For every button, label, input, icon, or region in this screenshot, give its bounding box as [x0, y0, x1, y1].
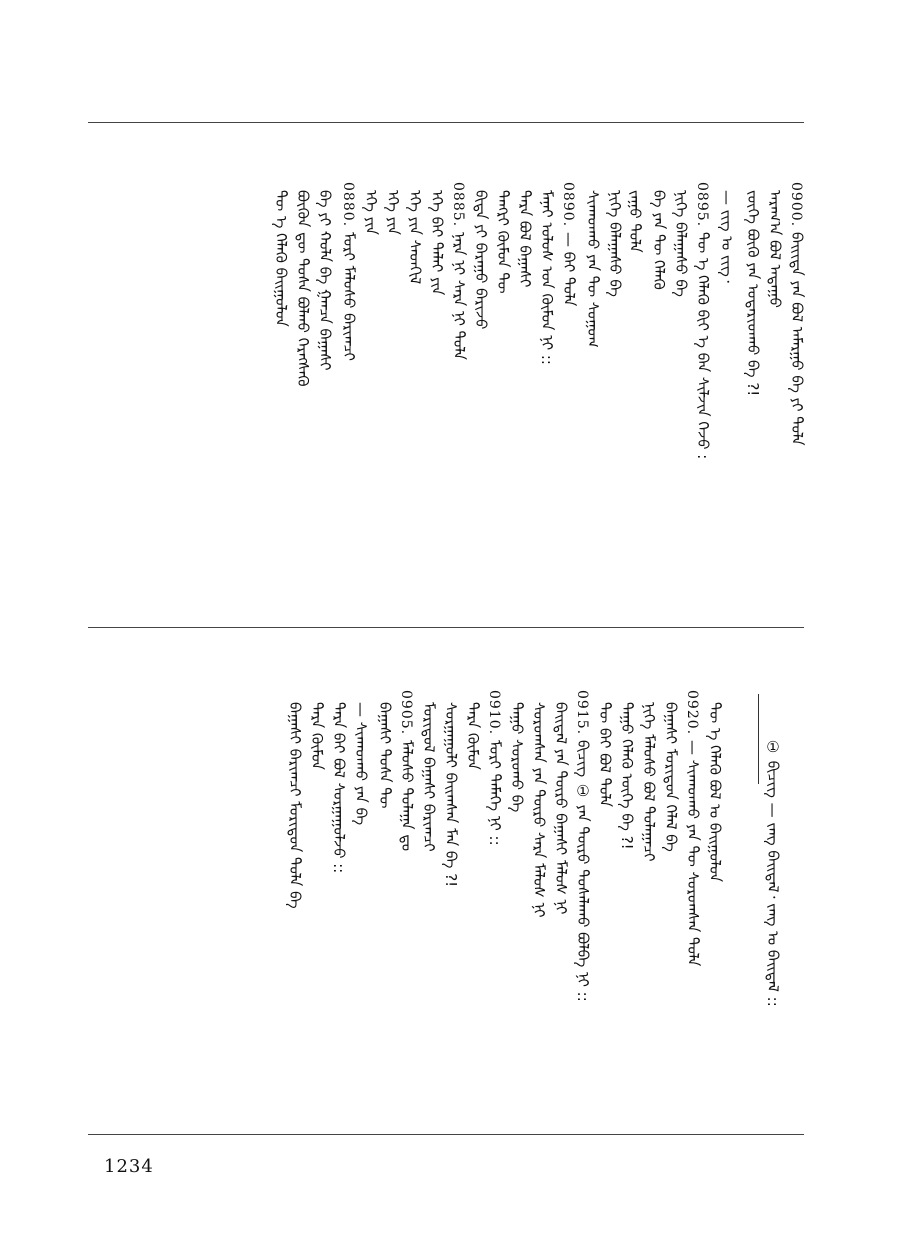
page-number: 1234: [104, 1156, 154, 1177]
text-line: ᠵᠠᠭᠤ ᠲᠤᠯᠠ: [626, 190, 644, 253]
text-line: ᠡᠬᠡ ᠶᠢᠨ: [362, 190, 380, 235]
text-line: ᠲᠡᠷᠡ ᠬᠦᠮᠦᠨ: [308, 702, 326, 770]
text-line: ᠲᠦ ᠡ ᠬᠡᠯᠡᠬᠦ ᠪᠢᠢ ᠡ ᠪᠠᠨ ᠰᠢᠯᠵᠢᠨ ᠭᠡᠵᠦ :: [694, 232, 712, 460]
text-line: ᠰᠤᠷᠭᠠᠭᠤᠯᠢ ᠪᠠᠢᠭᠰᠠᠨ ᠮᠠᠨ ᠪᠠ ?!: [442, 702, 460, 888]
line-number: 0885.: [450, 182, 466, 228]
text-line: ᠲᠦ ᠪᠠᠢ ᠪᠣᠯ ᠲᠤᠯᠠ: [596, 702, 614, 808]
text-line: ᠡᠬᠡ ᠪᠠᠢ ᠳᠠᠯᠠᠢ ᠶᠢᠨ: [428, 190, 446, 296]
text-line: ᠲᠦ ᠡ ᠬᠡᠯᠡᠬᠦ ᠪᠠᠢᠭᠤᠯᠤᠨ: [272, 190, 290, 327]
top-rule: [88, 122, 804, 123]
footnote: ① ᠪᠢᠴᠢᠭ — ᠵᠠᠩ ᠪᠠᠢᠳᠠᠯ᠂ ᠵᠠᠩ ᠤ ᠪᠠᠢᠳᠠᠯ ::: [764, 738, 782, 1007]
line-number: 0880.: [340, 182, 356, 228]
lower-text-block: [0, 690, 899, 1120]
text-line: ᠪᠠᠭᠠᠰᠢ ᠪᠠᠷᠢᠭᠴᠢ ᠮᠣᠷᠢᠳᠤᠨ ᠲᠤᠯᠠ ᠪᠠ: [286, 702, 304, 909]
text-line: ᠨᠢᠭᠡ ᠪᠠᠯᠠᠭᠠᠰᠤ ᠪᠠ: [672, 190, 690, 297]
text-line: ᠪᠠ ᠶᠠᠨ ᠲᠦ ᠬᠡᠯᠡᠬᠦ: [650, 190, 668, 290]
text-line: ᠰᠤᠷᠤᠭᠰᠠᠨ ᠶᠠᠨ ᠲᠦᠷᠦ ᠰᠠᠷᠠ ᠮᠠᠯᠤᠰ ᠨᠢ: [530, 702, 548, 918]
text-line: ᠳᠠᠭᠤ ᠬᠡᠯᠡᠬᠦ ᠦᠭᠡ ᠪᠠ ?!: [618, 702, 636, 850]
text-line: ᠲᠡᠷᠡ ᠪᠣᠯ ᠪᠠᠭᠠᠰᠢ: [516, 190, 534, 288]
text-line: ᠲᠡᠷᠡ ᠬᠦᠮᠦᠨ: [464, 702, 482, 770]
text-line: ᠪᠢᠳᠡ ᠶᠢ ᠪᠠᠷᠠᠭᠤ ᠪᠠᠷᠢᠵᠤ: [472, 190, 490, 330]
text-line: — ᠰᠢᠬᠠᠳᠬᠤ ᠶᠠᠨ ᠪᠠ: [352, 702, 370, 826]
text-line: ᠪᠠ ᠶᠢ ᠬᠣᠯᠠ ᠪᠠ ᠭᠠᠨᠴᠠ ᠪᠠᠭᠠᠰᠢ: [316, 190, 334, 371]
text-line: ᠨᠠᠷᠠ ᠨᠢ ᠰᠠᠷᠠ ᠨᠢ ᠲᠤᠯᠠ: [450, 232, 468, 360]
text-line: ᠪᠠᠢᠢᠲᠠ ᠶᠠᠨ ᠪᠣᠯ ᠠᠮᠠᠷᠭᠤ ᠪᠠ ᠶᠢ ᠲᠤᠯᠠ: [788, 232, 806, 446]
text-line: ᠪᠢᠴᠢᠭ ① ᠶᠠᠨ ᠲᠦᠷᠦ ᠲᠤᠰᠠᠯᠠᠬᠤ ᠪᠣᠯᠪᠠ ᠨᠢ ::: [574, 740, 592, 1002]
text-line: ᠪᠠᠭᠠᠰᠢ ᠮᠣᠷᠢᠳᠤᠨ ᠬᠡᠯᠡᠯ ᠪᠠ: [662, 702, 680, 852]
text-line: ᠡᠬᠡ ᠶᠢᠨ: [384, 190, 402, 235]
text-line: ᠪᠠᠭᠠᠰᠢ ᠲᠤᠰᠠ ᠲᠦ: [376, 702, 394, 809]
middle-rule: [88, 627, 804, 628]
text-line: ᠮᠠᠯᠤᠰᠤ ᠲᠤᠯᠠᠭᠠ ᠳᠤ: [398, 740, 416, 852]
text-line: ᠨᠢᠭᠡ ᠮᠠᠯᠤᠰᠤ ᠪᠣᠯ ᠲᠤᠯᠠᠭᠠᠴᠢ: [640, 702, 658, 862]
text-line: — ᠵᠢᠭ ᠤ ᠵᠢᠭ᠂: [718, 190, 736, 283]
text-line: ᠮᠣᠷᠢ ᠮᠠᠯᠤᠰᠤ ᠪᠠᠷᠢᠭᠴᠢ: [340, 232, 358, 361]
text-line: — ᠪᠠᠢ ᠲᠤᠯᠠ: [560, 232, 578, 307]
text-line: ᠪᠦᠬᠦᠨ ᠳᠦ ᠲᠤᠰᠠ ᠪᠣᠯᠬᠤ ᠬᠡᠷᠡᠭᠰᠡᠬᠦ: [294, 190, 312, 387]
text-line: ᠲᠦ ᠡ ᠬᠡᠯᠡᠬᠦ ᠪᠣᠯ ᠤ ᠪᠠᠢᠭᠤᠯᠤᠨ: [706, 702, 724, 883]
text-line: ᠵᠦᠭᠡ ᠪᠦᠬᠦ ᠶᠠᠨ ᠤᠳᠠᠷᠢᠳᠬᠤ ᠪᠠ ?!: [744, 190, 762, 397]
text-line: ᠳᠠᠭᠤ ᠰᠤᠷᠤᠬᠤ ᠪᠠ: [508, 702, 526, 813]
line-number: 0905.: [398, 690, 414, 736]
text-line: ᠡᠬᠡ ᠶᠢᠨ ᠰᠡᠳᠬᠢᠯ: [406, 190, 424, 285]
text-line: ᠠᠷᠠᠭ᠎ᠠ ᠪᠣᠯ ᠠᠳᠠᠭᠤ: [766, 190, 784, 308]
text-line: ᠮᠠᠨᠠᠢ ᠤᠯᠤᠰ ᠤᠨ ᠬᠦᠮᠦᠨ ᠨᠢ ::: [538, 190, 556, 365]
line-number: 0920.: [684, 690, 700, 736]
text-line: ᠮᠣᠷᠢ ᠲᠡᠮᠡᠭᠡ ᠨᠢ ::: [486, 740, 504, 846]
line-number: 0915.: [574, 690, 590, 736]
text-line: ᠲᠡᠷᠡ ᠪᠠᠢ ᠪᠣᠯ ᠰᠤᠷᠭᠠᠭᠤᠯᠵᠤ ::: [330, 702, 348, 874]
text-line: ᠰᠢᠬᠠᠳᠬᠤ ᠶᠠᠨ ᠲᠦ ᠰᠣᠭᠣᠭ: [584, 190, 602, 348]
text-line: — ᠰᠢᠬᠠᠳᠬᠤ ᠶᠠᠨ ᠲᠦ ᠰᠤᠷᠤᠭᠰᠠᠨ ᠲᠤᠯᠠ: [684, 740, 702, 967]
line-number: 0910.: [486, 690, 502, 736]
footnote-separator: [758, 694, 759, 784]
line-number: 0890.: [560, 182, 576, 228]
line-number: 0900.: [788, 182, 804, 228]
text-line: ᠪᠠᠢᠳᠠᠯ ᠶᠠᠨ ᠲᠦᠷᠦ ᠪᠠᠭᠠᠰᠢ ᠮᠠᠯᠤᠰ ᠨᠢ: [552, 702, 570, 915]
upper-text-block: [0, 182, 899, 602]
text-line: ᠨᠢᠭᠡ ᠪᠠᠯᠠᠭᠠᠰᠤ ᠪᠠ: [606, 190, 624, 297]
text-line: ᠲᠡᠩᠷᠢ ᠬᠦᠮᠦᠨ ᠲᠦ: [494, 190, 512, 294]
line-number: 0895.: [694, 182, 710, 228]
bottom-rule: [88, 1134, 804, 1135]
text-line: ᠮᠣᠷᠢᠳᠤᠯ ᠪᠠᠭᠠᠰᠢ ᠪᠠᠷᠢᠭᠴᠢ: [420, 702, 438, 852]
